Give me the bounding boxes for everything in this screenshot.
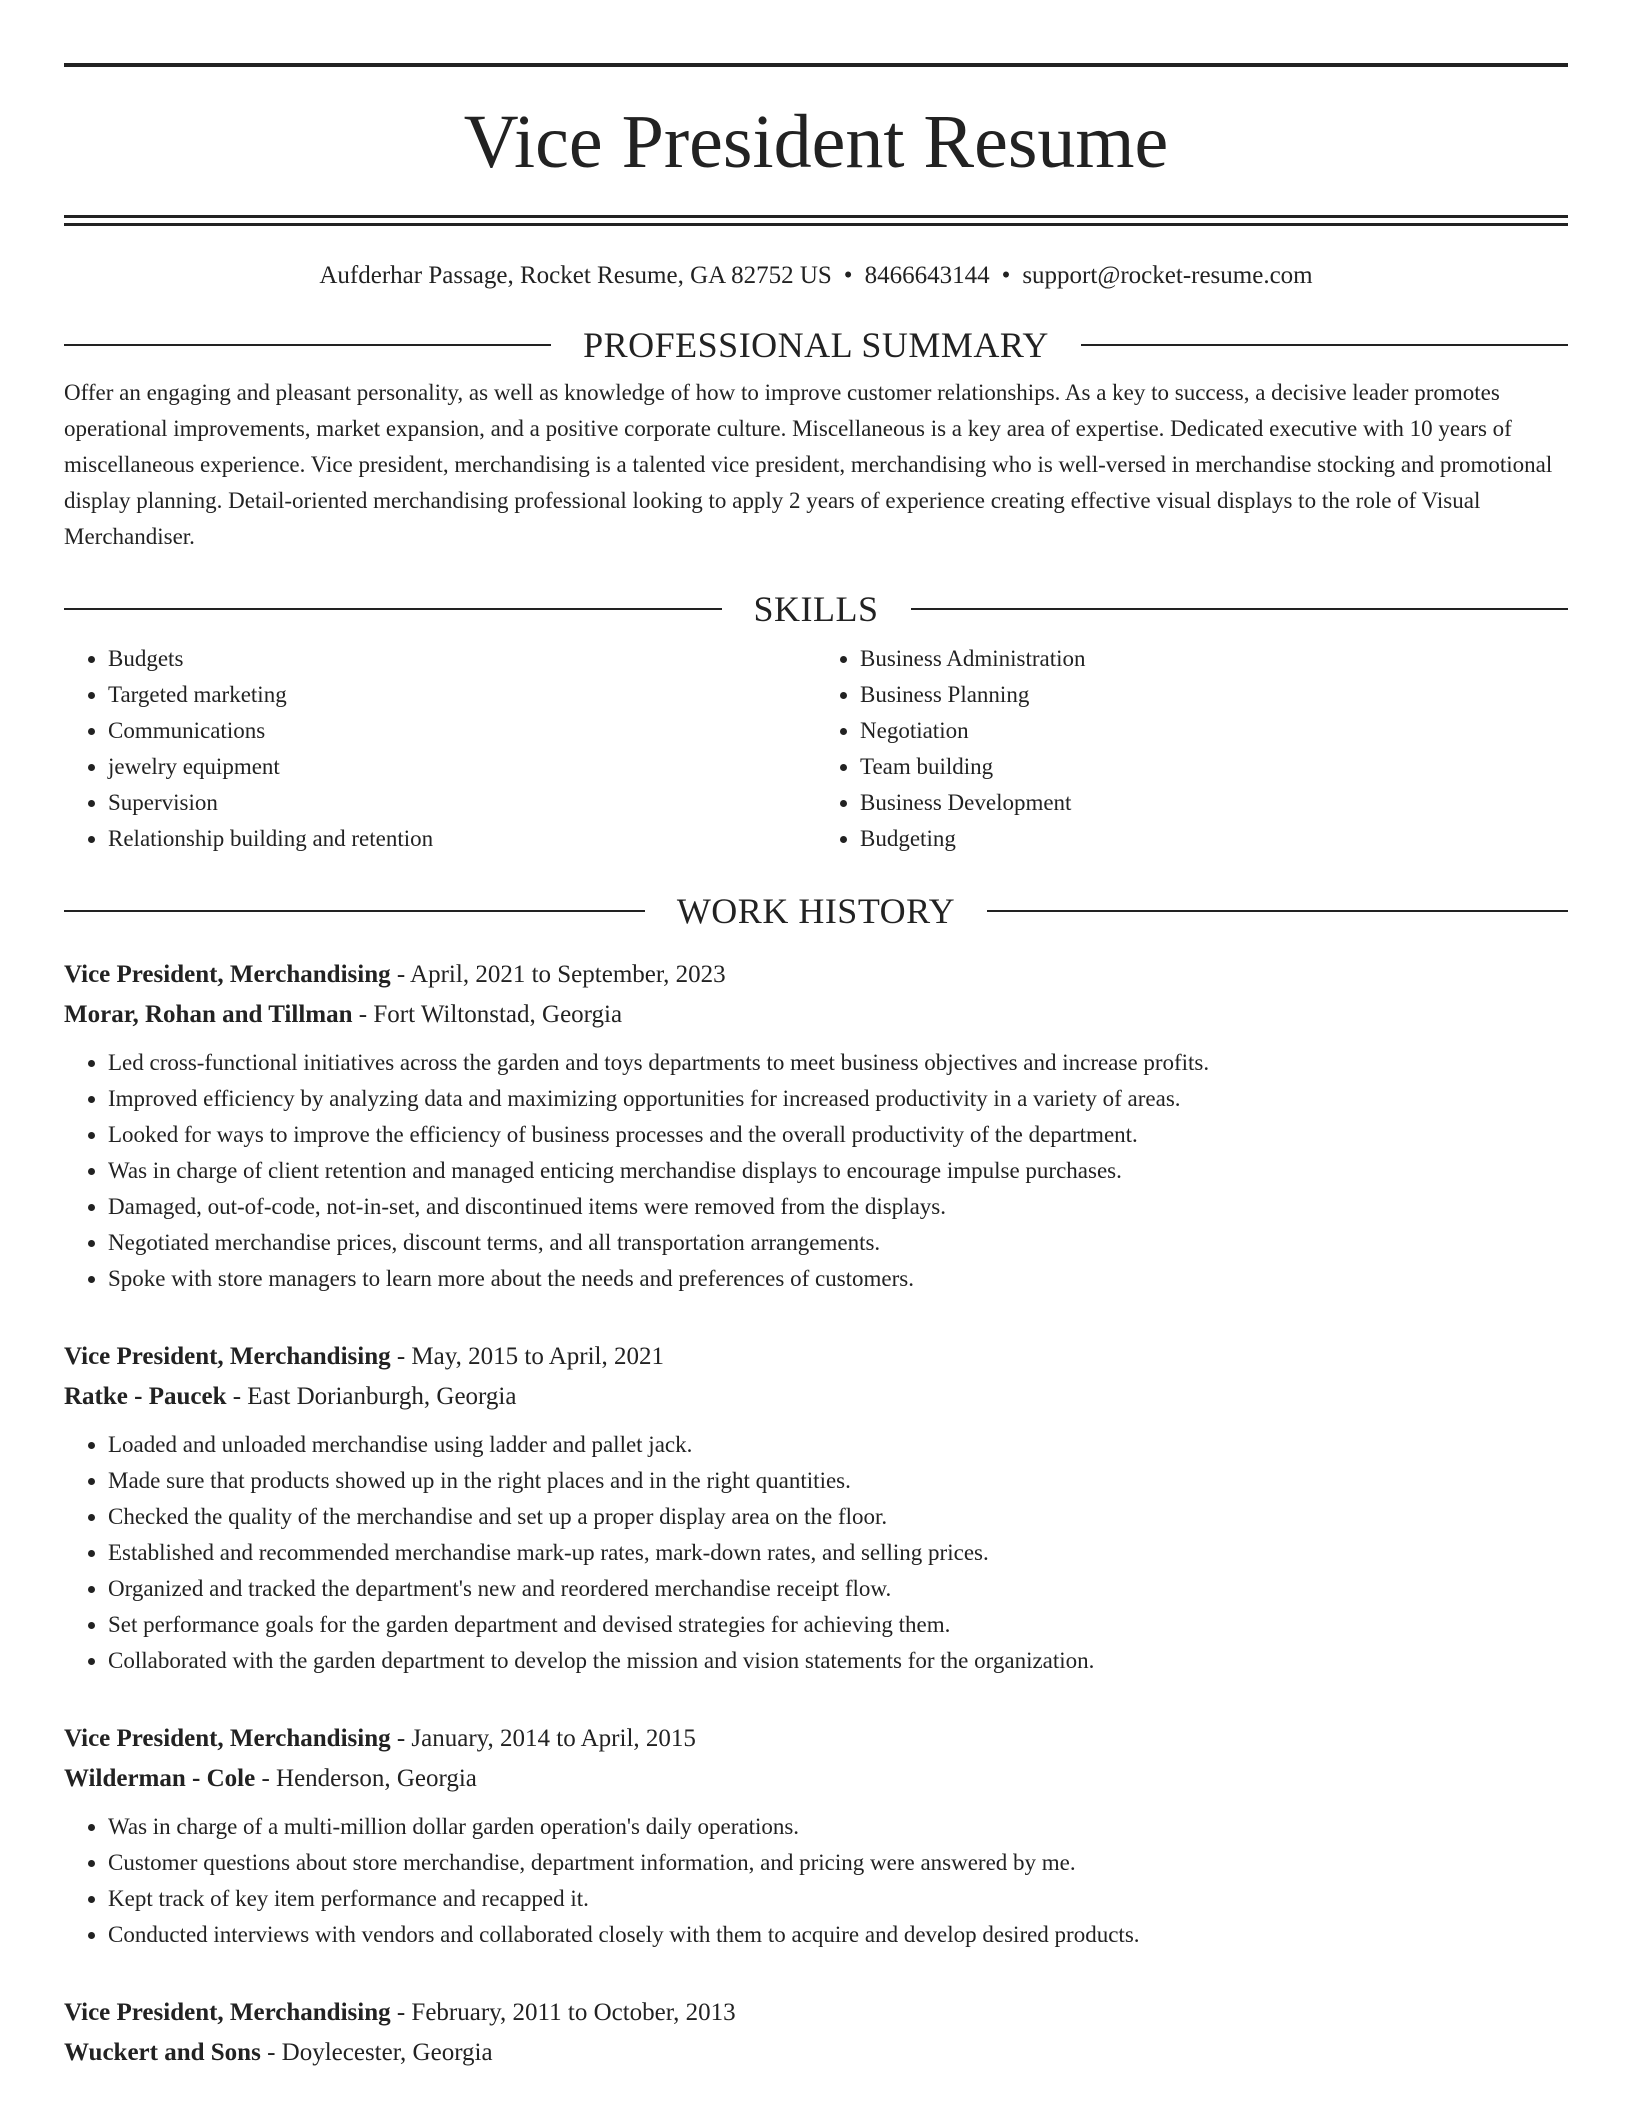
title-rule-upper	[64, 215, 1568, 218]
job-bullet: • Made sure that products showed up in the right places and in the right quantities.	[108, 1463, 1568, 1499]
job-entry	[64, 1719, 1568, 1953]
job-location: - Henderson, Georgia	[255, 1765, 477, 1792]
job-bullet: • Damaged, out-of-code, not-in-set, and discontinued items were removed from the displays.	[108, 1189, 1568, 1225]
heading-rule-left	[64, 910, 645, 912]
job-bullets	[64, 1045, 1568, 1297]
job-bullet: • Conducted interviews with vendors and collaborated closely with them to acquire and develop desired products.	[108, 1917, 1568, 1953]
summary-heading-label: PROFESSIONAL SUMMARY	[583, 325, 1049, 365]
job-title: Vice President, Merchandising	[64, 1725, 391, 1752]
job-bullet: • Set performance goals for the garden department and devised strategies for achieving them.	[108, 1607, 1568, 1643]
skill-item: • Business Development	[860, 785, 1568, 821]
skill-item: • Budgeting	[860, 821, 1568, 857]
job-company-line	[64, 2033, 1568, 2073]
title-rule-lower	[64, 223, 1568, 226]
job-bullets	[64, 1427, 1568, 1679]
skill-item: • jewelry equipment	[108, 749, 816, 785]
work-heading	[64, 889, 1568, 933]
summary-text: Offer an engaging and pleasant personality, as well as knowledge of how to improve customer relationships. As a key to success, a decisive leader promotes operational improvements, market expansion, and a positive corporate culture. Miscellaneous is a key area of expertise. Dedicated executive with 10 years of miscellaneous experience. Vice president, merchandising is a talented vice president, merchandising who is well-versed in merchandise stocking and promotional display planning. Detail-oriented merchandising professional looking to apply 2 years of experience creating effective visual displays to the role of Visual Merchandiser.	[64, 380, 1553, 549]
contact-address: Aufderhar Passage, Rocket Resume, GA 82752 US	[319, 262, 832, 289]
job-company-line	[64, 1377, 1568, 1417]
skills-list-right	[816, 641, 1568, 857]
job-location: - East Dorianburgh, Georgia	[226, 1383, 517, 1410]
skill-item: • Team building	[860, 749, 1568, 785]
skill-item: • Communications	[108, 713, 816, 749]
job-bullet: • Negotiated merchandise prices, discount terms, and all transportation arrangements.	[108, 1225, 1568, 1261]
skills-list-left	[64, 641, 816, 857]
job-dates: - April, 2021 to September, 2023	[390, 961, 726, 988]
heading-rule-right	[1081, 344, 1568, 346]
resume-title: Vice President Resume	[463, 100, 1169, 184]
skill-item: • Business Administration	[860, 641, 1568, 677]
job-dates: - February, 2011 to October, 2013	[390, 1999, 736, 2026]
job-bullet: • Spoke with store managers to learn more about the needs and preferences of customers.	[108, 1261, 1568, 1297]
job-title-line	[64, 1993, 1568, 2033]
skill-item: • Supervision	[108, 785, 816, 821]
contact-email: support@rocket-resume.com	[1022, 262, 1313, 289]
skill-item: • Targeted marketing	[108, 677, 816, 713]
skill-item: • Budgets	[108, 641, 816, 677]
job-company-line	[64, 995, 1568, 1035]
job-bullet: • Established and recommended merchandise mark-up rates, mark-down rates, and selling prices.	[108, 1535, 1568, 1571]
job-title: Vice President, Merchandising	[64, 1343, 391, 1370]
job-company-line	[64, 1759, 1568, 1799]
job-bullet: • Was in charge of client retention and managed enticing merchandise displays to encourage impulse purchases.	[108, 1153, 1568, 1189]
job-bullet: • Improved efficiency by analyzing data and maximizing opportunities for increased productivity in a variety of areas.	[108, 1081, 1568, 1117]
contact-separator: •	[1001, 262, 1011, 289]
heading-rule-left	[64, 344, 551, 346]
skill-item: • Negotiation	[860, 713, 1568, 749]
job-bullets	[64, 1809, 1568, 1953]
contact-separator: •	[843, 262, 853, 289]
job-title: Vice President, Merchandising	[64, 1999, 391, 2026]
skill-item: • Business Planning	[860, 677, 1568, 713]
work-heading-label: WORK HISTORY	[676, 891, 956, 931]
job-location: - Fort Wiltonstad, Georgia	[352, 1001, 623, 1028]
top-rule	[64, 63, 1568, 67]
job-company: Wilderman - Cole	[64, 1765, 256, 1792]
job-bullet: • Kept track of key item performance and recapped it.	[108, 1881, 1568, 1917]
skill-item: • Relationship building and retention	[108, 821, 816, 857]
job-title-line	[64, 955, 1568, 995]
contact-line	[64, 261, 1568, 291]
heading-rule-right	[987, 910, 1568, 912]
job-company: Morar, Rohan and Tillman	[64, 1001, 353, 1028]
job-dates: - January, 2014 to April, 2015	[390, 1725, 696, 1752]
summary-heading	[64, 323, 1568, 367]
job-title: Vice President, Merchandising	[64, 961, 391, 988]
job-bullet: • Looked for ways to improve the efficiency of business processes and the overall productivity of the department.	[108, 1117, 1568, 1153]
job-title-line	[64, 1337, 1568, 1377]
heading-rule-right	[911, 608, 1569, 610]
job-title-line	[64, 1719, 1568, 1759]
job-company: Wuckert and Sons	[64, 2039, 261, 2066]
job-location: - Doylecester, Georgia	[260, 2039, 493, 2066]
job-entry	[64, 955, 1568, 1297]
job-company: Ratke - Paucek	[64, 1383, 227, 1410]
skills-heading	[64, 587, 1568, 631]
job-bullet: • Was in charge of a multi-million dollar garden operation's daily operations.	[108, 1809, 1568, 1845]
job-bullet: • Customer questions about store merchandise, department information, and pricing were answered by me.	[108, 1845, 1568, 1881]
heading-rule-left	[64, 608, 722, 610]
job-entry	[64, 1337, 1568, 1679]
resume-page	[64, 0, 1568, 2073]
skills-columns	[64, 641, 1568, 857]
skills-heading-label: SKILLS	[753, 589, 879, 629]
job-bullet: • Organized and tracked the department's new and reordered merchandise receipt flow.	[108, 1571, 1568, 1607]
contact-phone: 8466643144	[864, 262, 990, 289]
job-bullet: • Loaded and unloaded merchandise using ladder and pallet jack.	[108, 1427, 1568, 1463]
job-dates: - May, 2015 to April, 2021	[390, 1343, 664, 1370]
job-entry	[64, 1993, 1568, 2073]
job-bullet: • Collaborated with the garden department to develop the mission and vision statements for the organization.	[108, 1643, 1568, 1679]
job-bullet: • Checked the quality of the merchandise and set up a proper display area on the floor.	[108, 1499, 1568, 1535]
job-bullet: • Led cross-functional initiatives across the garden and toys departments to meet business objectives and increase profits.	[108, 1045, 1568, 1081]
